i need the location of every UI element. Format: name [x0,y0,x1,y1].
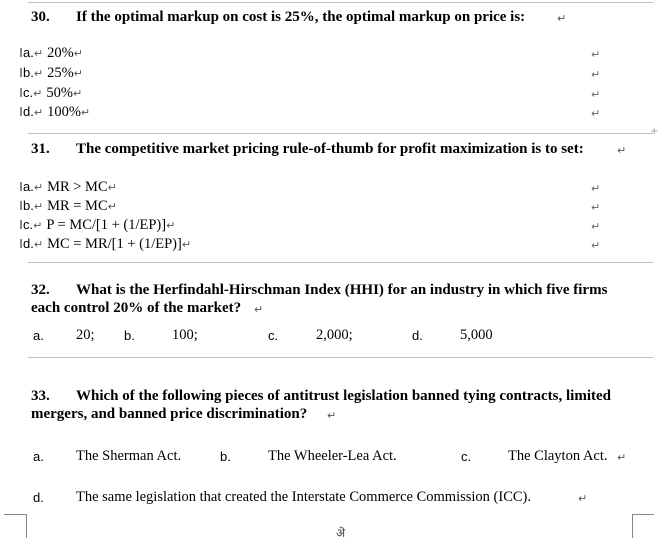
option-letter: a. [23,45,34,60]
margin-tick [20,220,22,229]
option-text: The Wheeler-Lea Act. [268,448,397,464]
option-letter: d. [23,104,34,119]
margin-tick [20,68,22,77]
margin-tick [20,201,22,210]
option-d: d.↵ MC = MR/[1 + (1/EP)]↵ [23,236,192,252]
option-text: The same legislation that created the Interstate Commerce Commission (ICC). [76,489,532,505]
table-border [28,357,653,358]
question-30-text: If the optimal markup on cost is 25%, the optimal markup on price is: [76,9,526,25]
option-c: c.↵ 50%↵ [23,85,83,101]
option-letter: d. [412,328,423,343]
paragraph-mark: ↵ [578,492,588,505]
option-text: 100% [47,104,81,120]
option-letter: d. [23,236,34,251]
option-text: MC = MR/[1 + (1/EP)] [47,236,182,252]
paragraph-mark: ↵ [557,12,567,25]
table-border [28,262,653,263]
page-corner-mark [26,514,27,538]
option-d: d.↵ 100%↵ [23,104,91,120]
cell-end-mark: ↵ [591,107,601,120]
paragraph-mark: ↵ [617,144,627,157]
cell-end-mark: ↵ [591,182,601,195]
option-letter: b. [220,449,231,464]
option-text: 20% [47,45,74,61]
option-text: 25% [47,65,74,81]
option-text: 100; [172,327,198,343]
option-text: P = MC/[1 + (1/EP)] [46,217,167,233]
question-32-number: 32. [31,282,50,298]
option-text: The Sherman Act. [76,448,182,464]
option-a: a.↵ 20%↵ [23,45,83,61]
table-move-handle: + [650,126,658,137]
option-c: c.↵ P = MC/[1 + (1/EP)]↵ [23,217,176,233]
option-text: 5,000 [460,327,493,343]
page-corner-mark [632,514,654,515]
table-border [28,133,653,134]
question-32-line-2: each control 20% of the market? [31,300,242,316]
option-letter: d. [33,490,44,505]
option-b: b.↵ 25%↵ [23,65,83,81]
margin-tick [20,182,22,191]
option-letter: a. [33,328,44,343]
option-text: 50% [46,85,73,101]
option-a: a.↵ MR > MC↵ [23,179,117,195]
margin-tick [20,88,22,97]
question-33-line-1: Which of the following pieces of antitrust legislation banned tying contracts, limited [76,388,611,404]
cell-end-mark: ↵ [591,239,601,252]
question-31-number: 31. [31,141,50,157]
option-letter: c. [23,217,34,232]
margin-tick [20,107,22,116]
page-corner-mark [4,514,26,515]
page-corner-mark [632,514,633,538]
paragraph-mark: ↵ [617,451,627,464]
option-text: The Clayton Act. [508,448,608,464]
option-letter: a. [33,449,44,464]
cell-end-mark: ↵ [591,68,601,81]
question-33-number: 33. [31,388,50,404]
cell-end-mark: ↵ [591,220,601,233]
table-border [28,2,653,3]
question-30-number: 30. [31,9,50,25]
cell-end-mark: ↵ [591,88,601,101]
question-31-text: The competitive market pricing rule-of-thumb for profit maximization is to set: [76,141,584,157]
option-letter: b. [23,198,34,213]
question-32-line-1: What is the Herfindahl-Hirschman Index (HHI) for an industry in which five firms [76,282,608,298]
option-letter: c. [461,449,472,464]
option-text: 20; [76,327,95,343]
margin-tick [20,239,22,248]
option-text: 2,000; [316,327,353,343]
option-letter: b. [23,65,34,80]
question-33-line-2: mergers, and banned price discrimination? [31,406,308,422]
paragraph-mark: ↵ [254,303,264,316]
footer-mark: ऄ [336,526,346,540]
paragraph-mark: ↵ [327,409,337,422]
option-letter: a. [23,179,34,194]
option-b: b.↵ MR = MC↵ [23,198,117,214]
cell-end-mark: ↵ [591,48,601,61]
cell-end-mark: ↵ [591,201,601,214]
option-letter: c. [23,85,34,100]
option-text: MR = MC [47,198,108,214]
option-letter: c. [268,328,279,343]
option-letter: b. [124,328,135,343]
option-text: MR > MC [47,179,108,195]
margin-tick [20,48,22,57]
